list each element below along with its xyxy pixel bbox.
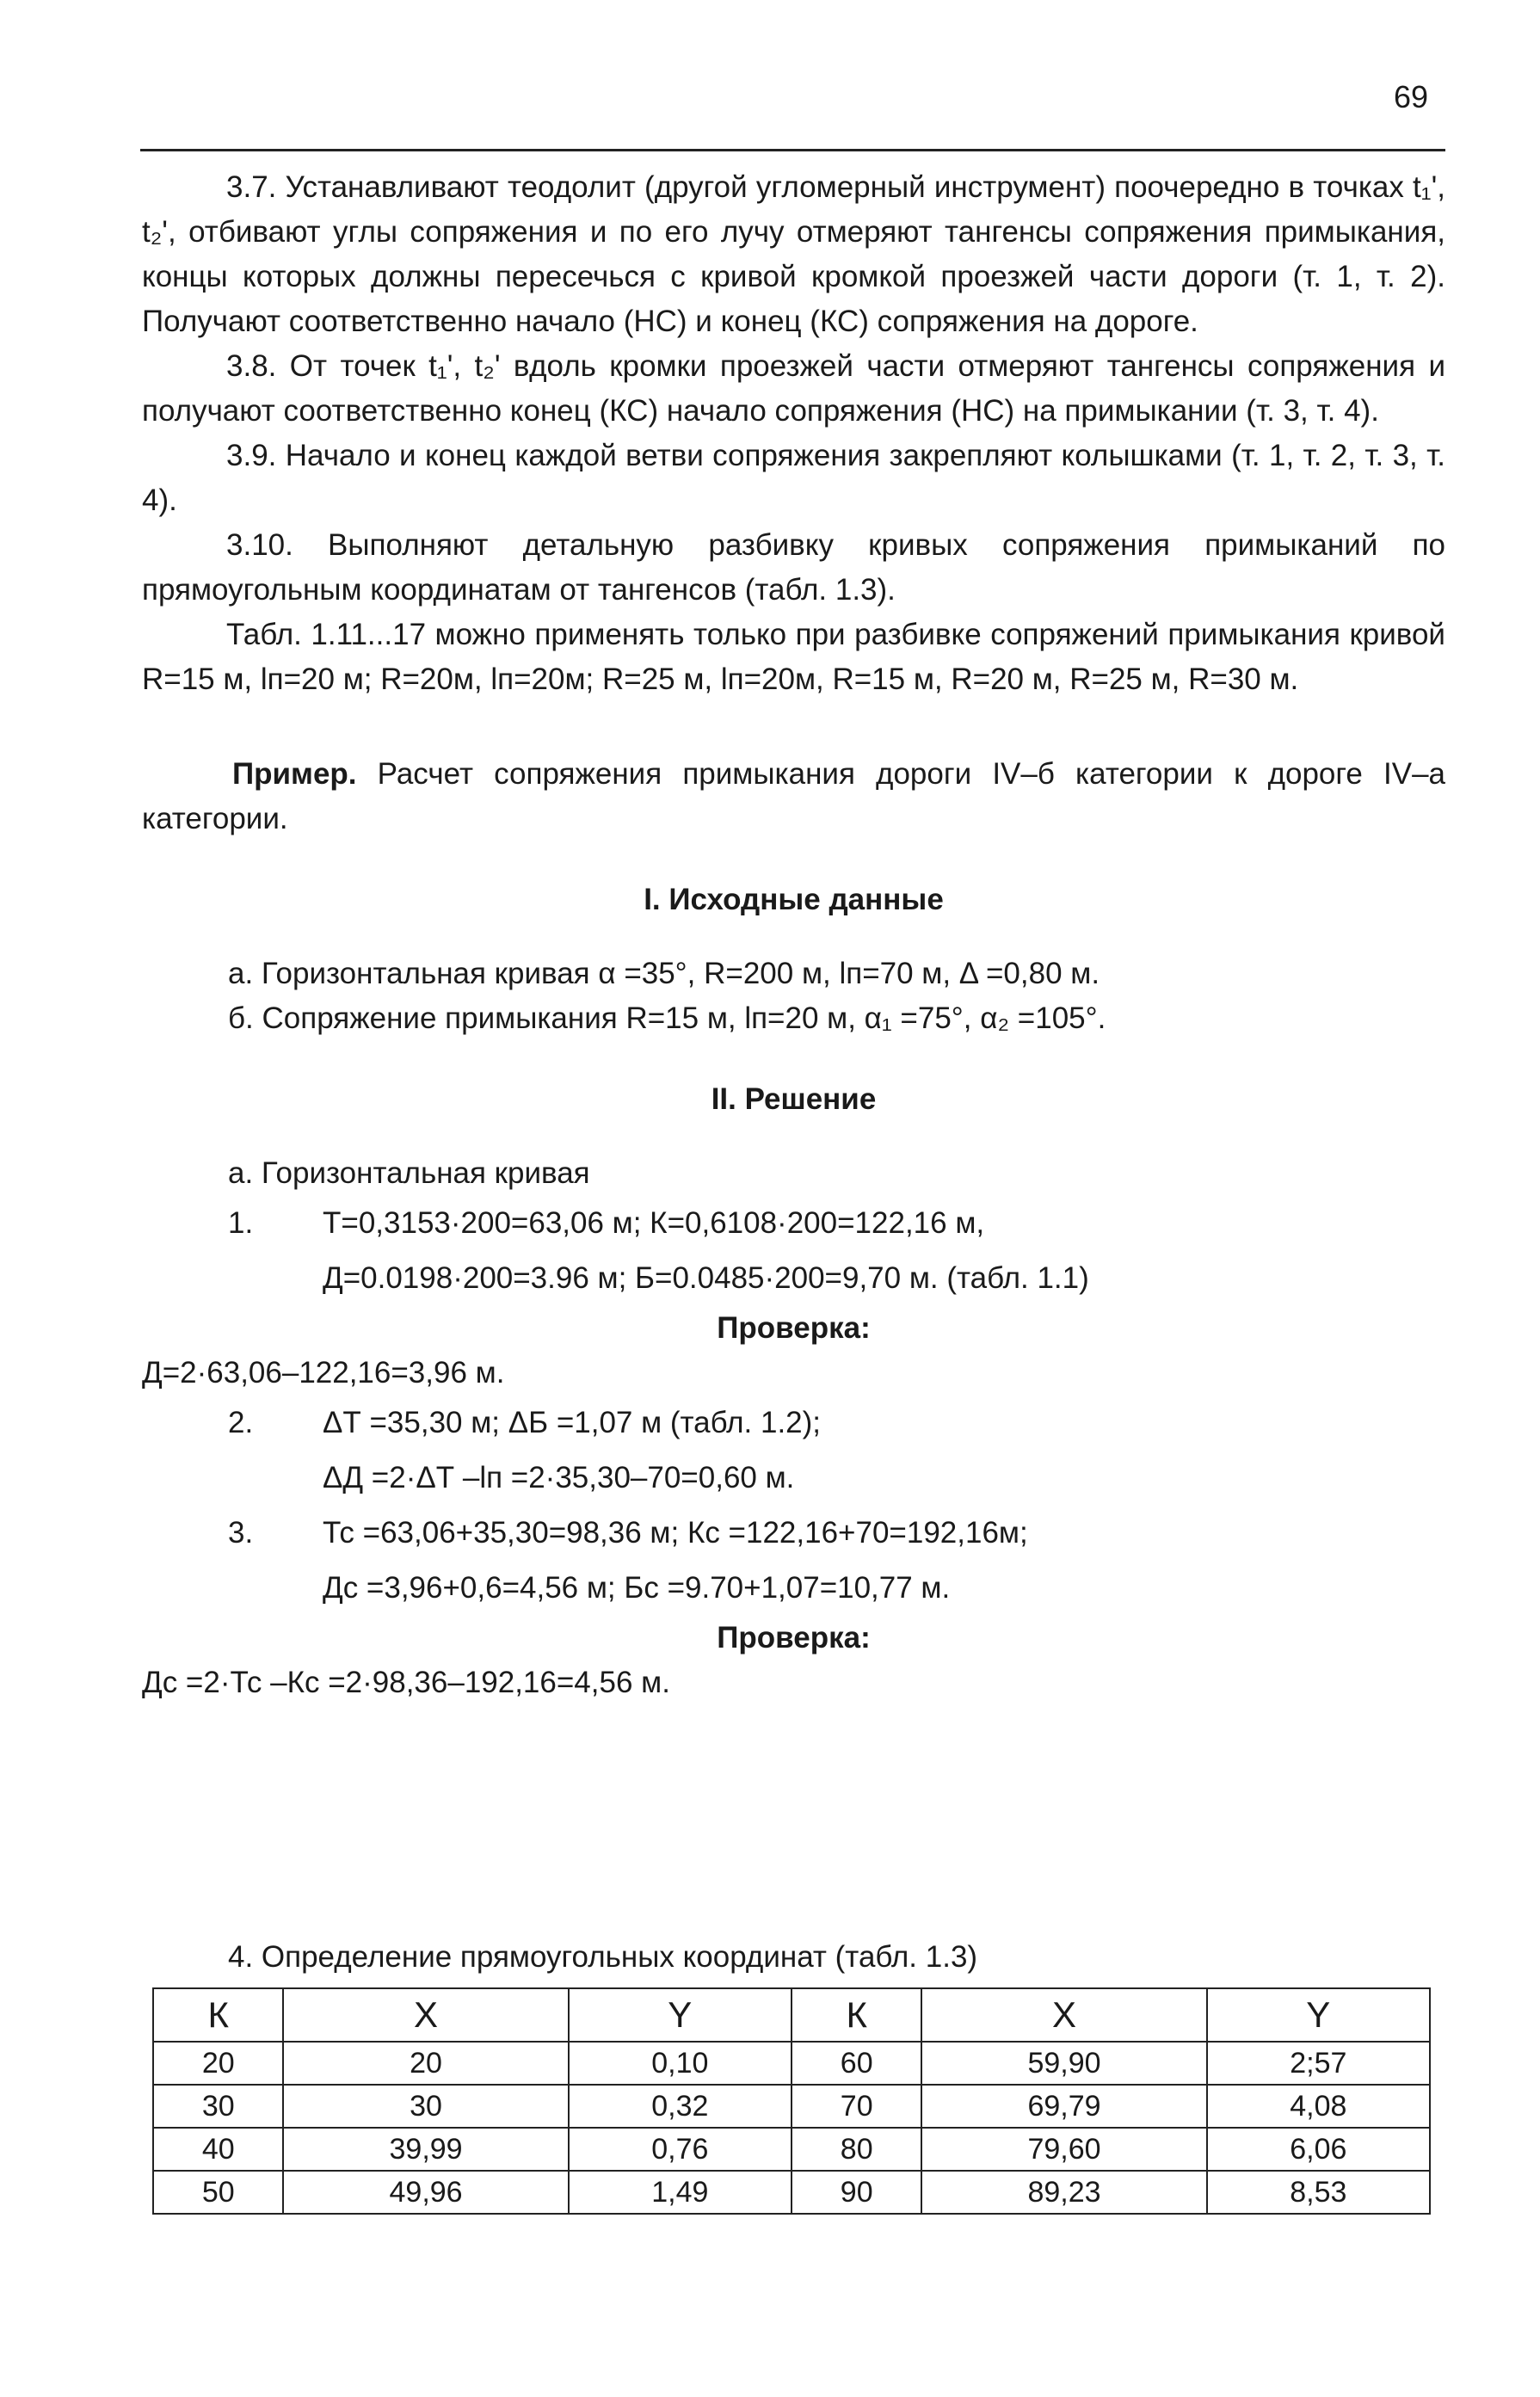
table-cell: 90 bbox=[792, 2171, 921, 2214]
table-cell: 59,90 bbox=[921, 2042, 1206, 2085]
table-row bbox=[153, 2085, 1430, 2128]
step-2-number: 2. bbox=[228, 1406, 254, 1439]
solution-subtitle: а. Горизонтальная кривая bbox=[228, 1156, 590, 1190]
initial-data-line-a: а. Горизонтальная кривая α =35°, R=200 м, lп=70 м, Δ =0,80 м. bbox=[228, 957, 1100, 990]
table-cell: 60 bbox=[792, 2042, 921, 2085]
table-row bbox=[153, 2042, 1430, 2085]
table-cell: 0,76 bbox=[569, 2128, 792, 2171]
table-cell: 4,08 bbox=[1207, 2085, 1430, 2128]
table-header: К bbox=[153, 1988, 283, 2042]
table-cell: 50 bbox=[153, 2171, 283, 2214]
table-header: К bbox=[792, 1988, 921, 2042]
top-rule bbox=[140, 149, 1445, 151]
example-label: Пример. bbox=[232, 757, 357, 791]
step-3-line-1: Тс =63,06+35,30=98,36 м; Кс =122,16+70=192,16м; bbox=[323, 1516, 1028, 1550]
step-1-line-2: Д=0.0198·200=3.96 м; Б=0.0485·200=9,70 м. (табл. 1.1) bbox=[323, 1261, 1089, 1295]
paragraph-3-9: 3.9. Начало и конец каждой ветви сопряжения закрепляют колышками (т. 1, т. 2, т. 3, т. 4). bbox=[142, 439, 1445, 517]
table-cell: 20 bbox=[153, 2042, 283, 2085]
section-1-title: I. Исходные данные bbox=[644, 883, 944, 916]
table-cell: 69,79 bbox=[921, 2085, 1206, 2128]
table-cell: 8,53 bbox=[1207, 2171, 1430, 2214]
step-1-number: 1. bbox=[228, 1206, 254, 1240]
check-2-formula: Дс =2·Тс –Кс =2·98,36–192,16=4,56 м. bbox=[142, 1666, 670, 1699]
page-number: 69 bbox=[1394, 79, 1429, 114]
section-2-title: II. Решение bbox=[711, 1082, 877, 1116]
step-2-line-2: ΔД =2·ΔТ –lп =2·35,30–70=0,60 м. bbox=[323, 1461, 795, 1494]
table-cell: 2;57 bbox=[1207, 2042, 1430, 2085]
table-cell: 20 bbox=[283, 2042, 568, 2085]
step-3-number: 3. bbox=[228, 1516, 254, 1550]
table-header: X bbox=[283, 1988, 568, 2042]
paragraph-tables-note: Табл. 1.11...17 можно применять только при разбивке сопряжений примыкания кривой R=15 м, lп=20 м; R=20м, lп=20м; R=25 м, lп=20м, R=15 м, R=20 м, R=25 м, R=30 м. bbox=[142, 618, 1445, 696]
table-cell: 49,96 bbox=[283, 2171, 568, 2214]
table-title: 4. Определение прямоугольных координат (табл. 1.3) bbox=[228, 1940, 978, 1974]
example-paragraph bbox=[142, 752, 1445, 841]
table-cell: 0,32 bbox=[569, 2085, 792, 2128]
table-cell: 0,10 bbox=[569, 2042, 792, 2085]
check-1-formula: Д=2·63,06–122,16=3,96 м. bbox=[142, 1356, 505, 1390]
paragraph-3-10: 3.10. Выполняют детальную разбивку кривых сопряжения примыканий по прямоугольным координатам от тангенсов (табл. 1.3). bbox=[142, 528, 1445, 607]
table-cell: 6,06 bbox=[1207, 2128, 1430, 2171]
check-2-label: Проверка: bbox=[717, 1621, 871, 1654]
coordinates-table bbox=[152, 1987, 1431, 2215]
table-cell: 79,60 bbox=[921, 2128, 1206, 2171]
step-3-line-2: Дс =3,96+0,6=4,56 м; Бс =9.70+1,07=10,77 м. bbox=[323, 1571, 951, 1605]
table-row bbox=[153, 2128, 1430, 2171]
paragraph-3-7: 3.7. Устанавливают теодолит (другой угломерный инструмент) поочередно в точках t₁', t₂', отбивают углы сопряжения и по его лучу отмеряют тангенсы сопряжения примыкания, концы которых должны пересечься с кривой кромкой проезжей части дороги (т. 1, т. 2). Получают соответственно начало (НС) и конец (КС) сопряжения на дороге. bbox=[142, 170, 1445, 338]
paragraph-3-8: 3.8. От точек t₁', t₂' вдоль кромки проезжей части отмеряют тангенсы сопряжения и получают соответственно конец (КС) начало сопряжения (НС) на примыкании (т. 3, т. 4). bbox=[142, 349, 1445, 428]
document-content bbox=[142, 165, 1445, 1705]
step-2-line-1: ΔТ =35,30 м; ΔБ =1,07 м (табл. 1.2); bbox=[323, 1406, 822, 1439]
step-1-line-1: Т=0,3153·200=63,06 м; К=0,6108·200=122,16 м, bbox=[323, 1206, 985, 1240]
table-cell: 70 bbox=[792, 2085, 921, 2128]
table-cell: 80 bbox=[792, 2128, 921, 2171]
table-header: Y bbox=[1207, 1988, 1430, 2042]
table-cell: 1,49 bbox=[569, 2171, 792, 2214]
table-cell: 30 bbox=[283, 2085, 568, 2128]
table-cell: 30 bbox=[153, 2085, 283, 2128]
table-header: Y bbox=[569, 1988, 792, 2042]
table-cell: 40 bbox=[153, 2128, 283, 2171]
example-text: Расчет сопряжения примыкания дороги IV–б категории к дороге IV–а категории. bbox=[142, 757, 1445, 835]
table-header: X bbox=[921, 1988, 1206, 2042]
check-1-label: Проверка: bbox=[717, 1311, 871, 1345]
table-cell: 89,23 bbox=[921, 2171, 1206, 2214]
table-cell: 39,99 bbox=[283, 2128, 568, 2171]
initial-data-line-b: б. Сопряжение примыкания R=15 м, lп=20 м, α₁ =75°, α₂ =105°. bbox=[228, 1001, 1106, 1035]
table-row bbox=[153, 2171, 1430, 2214]
